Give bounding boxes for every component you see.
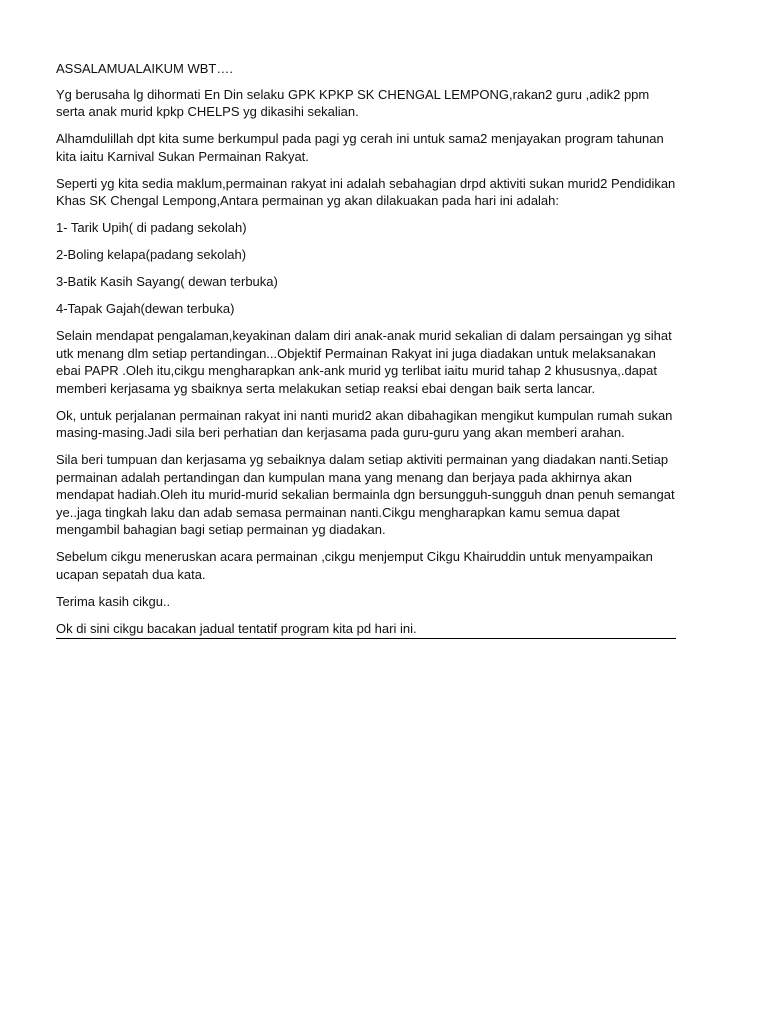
closing-paragraph: Ok di sini cikgu bacakan jadual tentatif program kita pd hari ini. — [56, 620, 676, 640]
invitation-paragraph: Sebelum cikgu meneruskan acara permainan ,cikgu menjemput Cikgu Khairuddin untuk menyampaikan ucapan sepatah dua kata. — [56, 549, 653, 582]
salutation-paragraph: Yg berusaha lg dihormati En Din selaku GPK KPKP SK CHENGAL LEMPONG,rakan2 guru ,adik2 ppm serta anak murid kpkp CHELPS yg dikasihi sekalian. — [56, 86, 650, 119]
thanks-paragraph: Terima kasih cikgu.. — [56, 593, 171, 609]
activity-item-4: 4-Tapak Gajah(dewan terbuka) — [56, 301, 235, 316]
greeting-paragraph: ASSALAMUALAIKUM WBT…. — [56, 61, 233, 76]
activity-item-1: 1- Tarik Upih( di padang sekolah) — [56, 220, 247, 235]
activity-item-3: 3-Batik Kasih Sayang( dewan terbuka) — [56, 274, 278, 289]
objective-paragraph: Selain mendapat pengalaman,keyakinan dalam diri anak-anak murid sekalian di dalam persaingan yg sihat utk menang dlm setiap pertandingan...Objektif Permainan Rakyat ini juga diadakan untuk melaksanakan ebai PAPR .Oleh itu,cikgu mengharapkan ank-ank murid yg terlibat iaitu murid tahap 2 khususnya,.dapat memberi kerjasama yg sbaiknya serta melakukan setiap reaksi ebai dengan baik serta lancar. — [56, 328, 672, 396]
activity-item-2: 2-Boling kelapa(padang sekolah) — [56, 247, 247, 262]
document-body — [56, 60, 676, 639]
activities-intro-paragraph: Seperti yg kita sedia maklum,permainan rakyat ini adalah sebahagian drpd aktiviti sukan murid2 Pendidikan Khas SK Chengal Lempong,Antara permainan yg akan dilakuakan pada hari ini adalah: — [56, 175, 676, 208]
grouping-paragraph: Ok, untuk perjalanan permainan rakyat ini nanti murid2 akan dibahagikan mengikut kumpulan rumah sukan masing-masing.Jadi sila beri perhatian dan kerjasama pada guru-guru yang akan memberi arahan. — [56, 407, 673, 440]
cooperation-paragraph: Sila beri tumpuan dan kerjasama yg sebaiknya dalam setiap aktiviti permainan yang diadakan nanti.Setiap permainan adalah pertandingan dan kumpulan mana yang menang dan berjaya pada akhirnya akan mendapat hadiah.Oleh itu murid-murid sekalian bermainla dgn bersungguh-sungguh dnan penuh semangat ye..jaga tingkah laku dan adab semasa permainan nanti.Cikgu mengharapkan kamu semua dapat mengambil bahagian bagi setiap permainan yg diadakan. — [56, 452, 675, 537]
intro-paragraph: Alhamdulillah dpt kita sume berkumpul pada pagi yg cerah ini untuk sama2 menjayakan program tahunan kita iaitu Karnival Sukan Permainan Rakyat. — [56, 131, 664, 164]
